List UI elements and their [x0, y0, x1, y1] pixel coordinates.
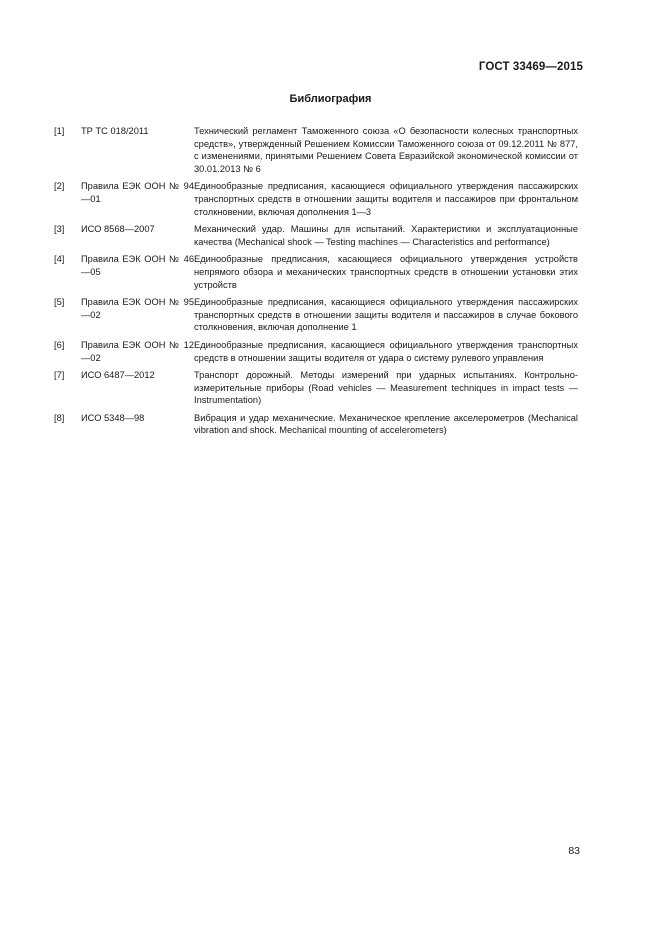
entry-number: [2]: [54, 181, 65, 192]
bibliography-entry-3: [54, 223, 578, 248]
entry-code: Правила ЕЭК ООН № 12—02: [81, 339, 194, 363]
bibliography-entry-7: [54, 369, 578, 407]
entry-number: [6]: [54, 339, 65, 350]
entry-number: [5]: [54, 297, 65, 308]
document-standard-number: ГОСТ 33469—2015: [478, 61, 583, 73]
bibliography-entry-4: [54, 253, 578, 291]
entry-code: Правила ЕЭК ООН № 95—02: [81, 297, 194, 320]
section-title: Библиография: [289, 93, 372, 105]
entry-description: Механический удар. Машины для испытаний. Характеристики и эксплуатационные качества (Mechanical shock — Testing machines — Characteristics and performance): [194, 224, 578, 247]
entry-description: Единообразные предписания, касающиеся официального утверждения устройств непрямого обзора и механических транспортных средств в отношении установки этих устройств: [194, 254, 578, 290]
bibliography-entry-6: [54, 339, 578, 364]
entry-description: Транспорт дорожный. Методы измерений при ударных испытаниях. Контрольно-измерительные приборы (Road vehicles — Measurement techniques in impact tests — Instrumentation): [194, 370, 578, 406]
entry-code: ИСО 5348—98: [81, 412, 145, 423]
entry-number: [7]: [54, 370, 65, 381]
bibliography-entry-2: [54, 180, 578, 218]
entry-number: [8]: [54, 412, 65, 423]
entry-code: ИСО 6487—2012: [81, 370, 155, 381]
bibliography-entry-5: [54, 296, 578, 334]
entry-code: ТР ТС 018/2011: [81, 126, 149, 136]
entry-description: Вибрация и удар механические. Механическое крепление акселерометров (Mechanical vibration and shock. Mechanical mounting of accelerometers): [194, 412, 578, 436]
entry-description: Единообразные предписания, касающиеся официального утверждения транспортных средств в отношении защиты водителя от удара о систему рулевого управления: [194, 339, 578, 363]
entry-number: [4]: [54, 254, 65, 265]
entry-description: Единообразные предписания, касающиеся официального утверждения пассажирских транспортных средств в отношении защиты водителя и пассажиров при фронтальном столкновении, включая дополнения 1—3: [194, 181, 578, 217]
bibliography-list: [54, 125, 578, 442]
entry-description: Технический регламент Таможенного союза «О безопасности колесных транспортных средств», утвержденный Решением Комиссии Таможенного союза от 09.12.2011 № 877, с изменениями, принятыми Решением Совета Евразийской экономической комиссии от 30.01.2013 № 6: [194, 126, 578, 174]
entry-code: Правила ЕЭК ООН № 46—05: [81, 254, 194, 277]
bibliography-entry-8: [54, 412, 578, 437]
entry-number: [1]: [54, 126, 65, 136]
entry-description: Единообразные предписания, касающиеся официального утверждения пассажирских транспортных средств в отношении защиты водителя и пассажиров в случае бокового столкновения, включая дополнение 1: [194, 297, 578, 333]
page-number: 83: [568, 845, 580, 857]
entry-number: [3]: [54, 224, 65, 235]
bibliography-entry-1: [54, 125, 578, 175]
entry-code: Правила ЕЭК ООН № 94—01: [81, 181, 194, 204]
entry-code: ИСО 8568—2007: [81, 224, 155, 235]
